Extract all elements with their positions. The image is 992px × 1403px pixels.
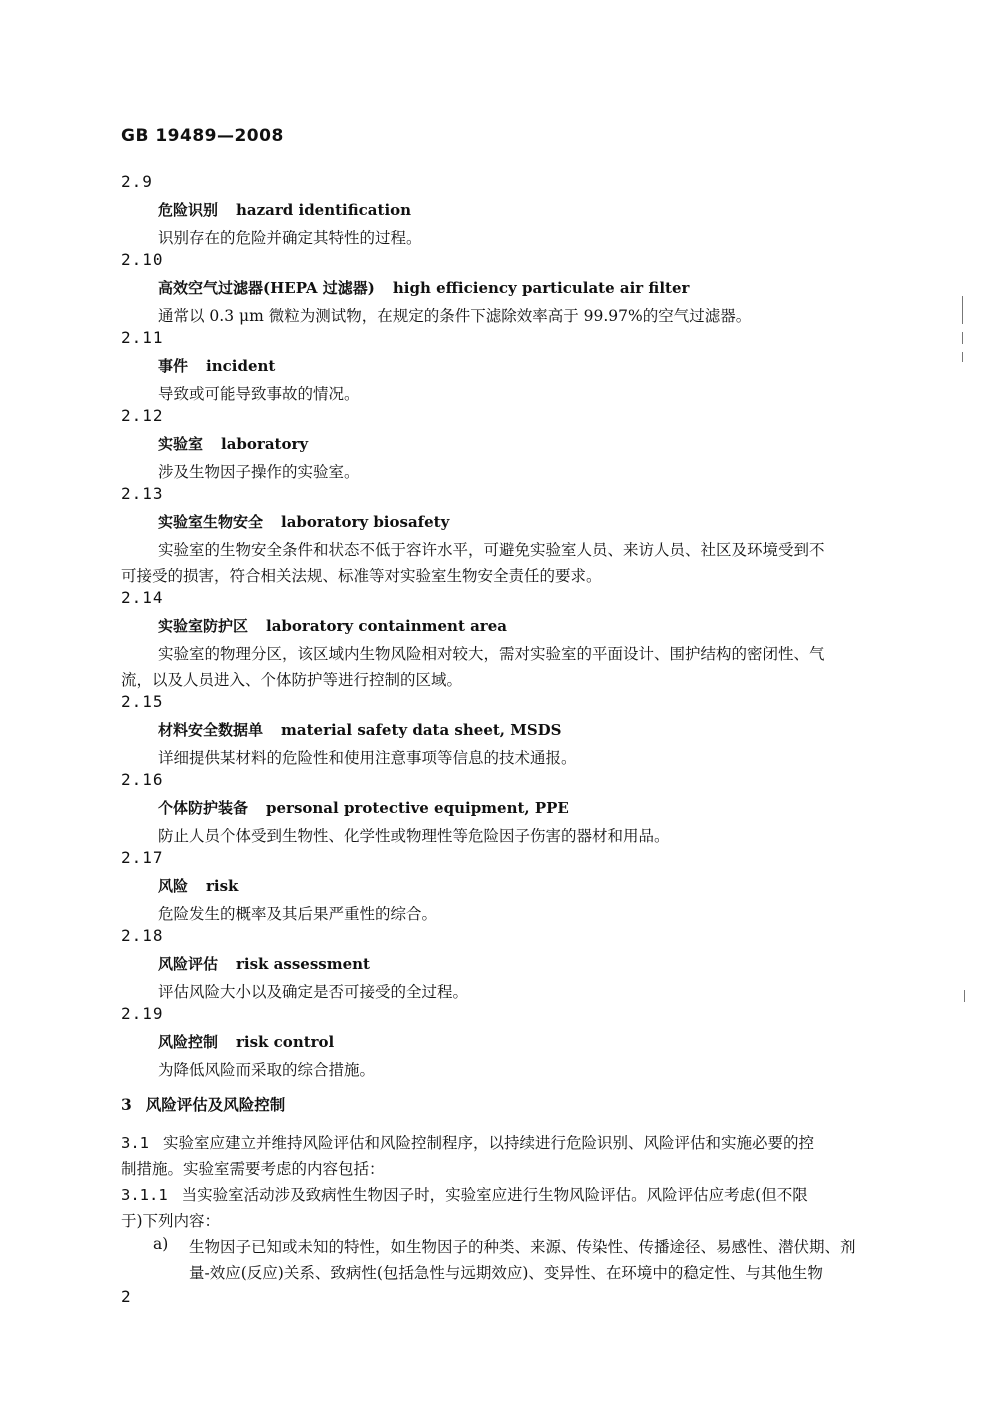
term-definition: 详细提供某材料的危险性和使用注意事项等信息的技术通报。 <box>158 749 577 767</box>
term-cn: 实验室 <box>158 435 204 453</box>
term-en: material safety data sheet, MSDS <box>281 721 562 739</box>
term-en: risk control <box>236 1033 335 1051</box>
term-definition-line: 可接受的损害，符合相关法规、标准等对实验室生物安全责任的要求。 <box>121 567 602 585</box>
term-definition: 危险发生的概率及其后果严重性的综合。 <box>158 905 438 923</box>
term-cn: 风险评估 <box>158 955 219 973</box>
scan-mark <box>964 990 965 1002</box>
term-cn: 风险 <box>158 877 189 895</box>
scan-mark <box>962 352 963 362</box>
clause-number: 2.13 <box>121 484 164 503</box>
term-definition: 为降低风险而采取的综合措施。 <box>158 1061 376 1079</box>
term-en: incident <box>206 357 276 375</box>
paragraph-line: 实验室应建立并维持风险评估和风险控制程序，以持续进行危险识别、风险评估和实施必要的控 <box>163 1134 815 1152</box>
document-header: GB 19489—2008 <box>121 126 284 146</box>
clause-number: 2.11 <box>121 328 164 347</box>
clause-number: 2.12 <box>121 406 164 425</box>
clause-number: 2.18 <box>121 926 164 945</box>
term-definition: 涉及生物因子操作的实验室。 <box>158 463 360 481</box>
term-definition-line: 实验室的物理分区，该区域内生物风险相对较大，需对实验室的平面设计、围护结构的密闭性、气 <box>158 645 825 663</box>
list-item-label: a) <box>153 1235 169 1253</box>
term-title <box>158 615 507 636</box>
term-title <box>158 433 308 454</box>
paragraph-line: 于)下列内容： <box>121 1212 221 1230</box>
clause-number: 2.19 <box>121 1004 164 1023</box>
term-cn: 个体防护装备 <box>158 799 249 817</box>
term-title <box>158 797 569 818</box>
term-definition: 评估风险大小以及确定是否可接受的全过程。 <box>158 983 469 1001</box>
term-en: high efficiency particulate air filter <box>392 279 690 297</box>
term-cn: 实验室生物安全 <box>158 513 264 531</box>
clause-number: 2.17 <box>121 848 164 867</box>
clause-number: 3.1 <box>121 1134 149 1152</box>
term-en: laboratory containment area <box>266 617 507 635</box>
term-title <box>158 953 370 974</box>
clause-number: 2.16 <box>121 770 164 789</box>
paragraph-line: 当实验室活动涉及致病性生物因子时，实验室应进行生物风险评估。风险评估应考虑(但不限 <box>181 1186 808 1204</box>
term-title <box>158 719 562 740</box>
clause-number: 2.15 <box>121 692 164 711</box>
scan-mark <box>962 332 963 344</box>
clause-number: 3.1.1 <box>121 1186 168 1204</box>
list-item-line: 生物因子已知或未知的特性，如生物因子的种类、来源、传染性、传播途径、易感性、潜伏期、剂 <box>189 1238 856 1256</box>
section-title: 风险评估及风险控制 <box>145 1095 286 1114</box>
term-definition: 防止人员个体受到生物性、化学性或物理性等危险因子伤害的器材和用品。 <box>158 827 670 845</box>
section-number: 3 <box>121 1095 132 1114</box>
term-cn: 实验室防护区 <box>158 617 249 635</box>
list-item-line: 量-效应(反应)关系、致病性(包括急性与远期效应)、变异性、在环境中的稳定性、与其他生物 <box>189 1264 823 1282</box>
term-title <box>158 1031 334 1052</box>
term-cn: 危险识别 <box>158 201 219 219</box>
term-en: hazard identification <box>236 201 412 219</box>
term-en: laboratory <box>221 435 309 453</box>
clause-number: 2.10 <box>121 250 164 269</box>
term-cn: 材料安全数据单 <box>158 721 264 739</box>
term-definition-line: 实验室的生物安全条件和状态不低于容许水平，可避免实验室人员、来访人员、社区及环境受到不 <box>158 541 825 559</box>
term-cn: 事件 <box>158 357 189 375</box>
clause-3-1 <box>121 1131 814 1153</box>
page-number: 2 <box>121 1287 131 1306</box>
clause-number: 2.9 <box>121 172 153 191</box>
term-cn: 风险控制 <box>158 1033 219 1051</box>
term-definition: 导致或可能导致事故的情况。 <box>158 385 360 403</box>
term-title <box>158 277 689 298</box>
term-en: risk assessment <box>236 955 370 973</box>
term-title <box>158 511 449 532</box>
clause-number: 2.14 <box>121 588 164 607</box>
term-en: laboratory biosafety <box>281 513 450 531</box>
scan-mark <box>962 296 963 324</box>
term-title <box>158 875 238 896</box>
paragraph-line: 制措施。实验室需要考虑的内容包括： <box>121 1160 385 1178</box>
term-definition-line: 流，以及人员进入、个体防护等进行控制的区域。 <box>121 671 463 689</box>
term-cn: 高效空气过滤器(HEPA 过滤器) <box>158 279 375 297</box>
term-en: personal protective equipment, PPE <box>266 799 569 817</box>
term-en: risk <box>206 877 239 895</box>
section-heading <box>121 1093 285 1115</box>
term-title <box>158 199 411 220</box>
term-title <box>158 355 275 376</box>
term-definition: 通常以 0.3 μm 微粒为测试物，在规定的条件下滤除效率高于 99.97%的空气过滤器。 <box>158 307 752 325</box>
clause-3-1-1 <box>121 1183 808 1205</box>
term-definition: 识别存在的危险并确定其特性的过程。 <box>158 229 422 247</box>
